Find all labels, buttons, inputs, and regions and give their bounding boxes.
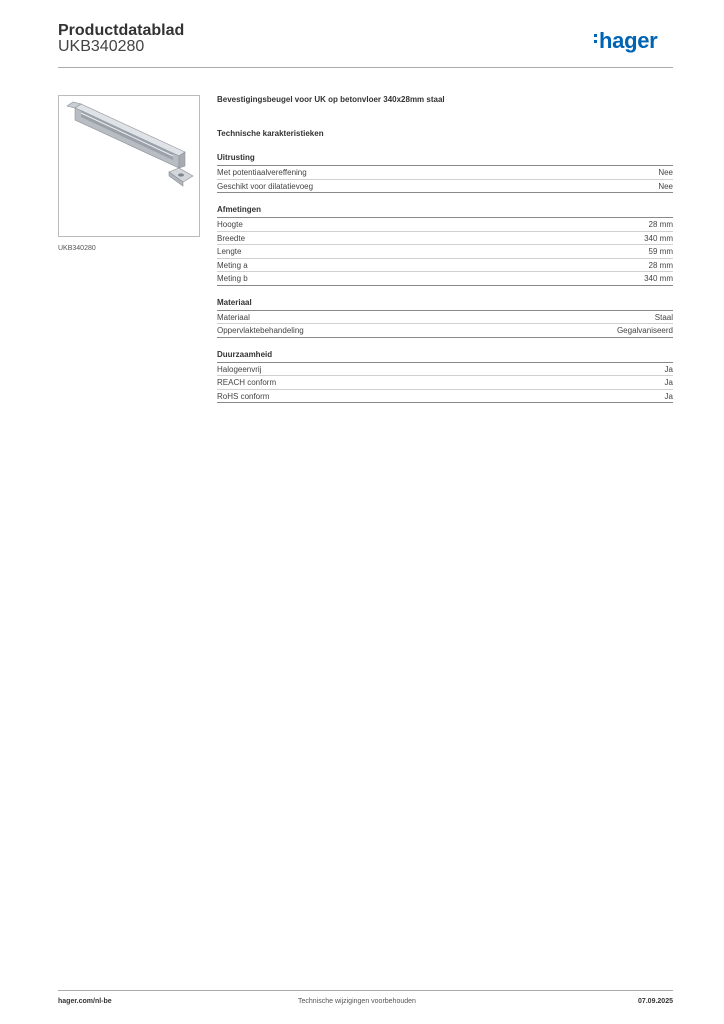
spec-row [217, 376, 673, 390]
spec-label: Hoogte [217, 220, 243, 229]
bracket-image [59, 96, 199, 236]
spec-value: Gegalvaniseerd [616, 326, 673, 335]
section-title: Materiaal [217, 298, 673, 311]
spec-value: Ja [664, 391, 673, 401]
section-title: Afmetingen [217, 205, 673, 218]
spec-value: Ja [664, 364, 673, 374]
spec-label: Meting a [217, 260, 248, 270]
section-title: Uitrusting [217, 153, 673, 166]
spec-row [217, 272, 673, 286]
spec-row [217, 363, 673, 377]
spec-label: Met potentiaalvereffening [217, 168, 307, 177]
spec-row [217, 218, 673, 232]
spec-label: Halogeenvrij [217, 364, 262, 374]
product-description: Bevestigingsbeugel voor UK op betonvloer 340x28mm staal [217, 95, 445, 104]
product-image [58, 95, 200, 237]
spec-value: Staal [654, 312, 673, 322]
page-title: Productdatablad [58, 22, 185, 39]
spec-row [217, 259, 673, 273]
spec-row [217, 180, 673, 194]
spec-label: REACH conform [217, 378, 277, 387]
hager-logo[interactable] [594, 28, 657, 54]
section-title: Duurzaamheid [217, 350, 673, 363]
technical-heading: Technische karakteristieken [217, 129, 324, 138]
footer-divider [58, 990, 673, 991]
spec-label: Meting b [217, 274, 248, 283]
spec-value: Nee [658, 168, 673, 177]
header-divider [58, 67, 673, 68]
spec-label: RoHS conform [217, 391, 270, 401]
product-code: UKB340280 [58, 38, 145, 55]
spec-row [217, 311, 673, 325]
spec-value: Nee [658, 181, 673, 191]
spec-section [217, 205, 673, 286]
logo-dots-icon [594, 34, 597, 46]
spec-label: Oppervlaktebehandeling [217, 326, 304, 335]
spec-value: Ja [664, 378, 673, 387]
spec-section [217, 298, 673, 338]
spec-value: 28 mm [648, 260, 673, 270]
spec-row [217, 245, 673, 259]
footer-website[interactable]: hager.com/nl-be [58, 998, 112, 1005]
spec-value: 28 mm [648, 220, 673, 229]
spec-row [217, 232, 673, 246]
spec-value: 340 mm [644, 233, 673, 243]
spec-section [217, 153, 673, 193]
spec-value: 340 mm [644, 274, 673, 283]
spec-value: 59 mm [648, 247, 673, 256]
spec-label: Materiaal [217, 312, 250, 322]
spec-section [217, 350, 673, 404]
spec-row [217, 390, 673, 404]
footer-notice: Technische wijzigingen voorbehouden [298, 998, 416, 1005]
spec-row [217, 166, 673, 180]
spec-label: Geschikt voor dilatatievoeg [217, 181, 314, 191]
footer-date: 07.09.2025 [637, 998, 673, 1005]
spec-content [217, 95, 673, 403]
spec-label: Lengte [217, 247, 242, 256]
spec-row [217, 324, 673, 338]
logo-text: hager [599, 28, 658, 53]
spec-label: Breedte [217, 233, 246, 243]
image-caption: UKB340280 [58, 245, 96, 252]
